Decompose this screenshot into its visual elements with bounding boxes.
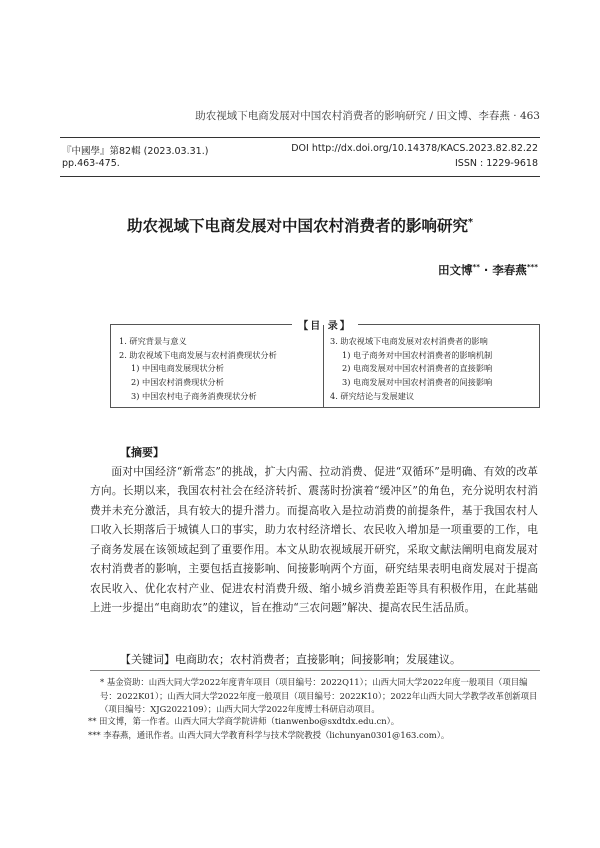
footnote-mark: * [100,677,105,687]
journal-citation: 『中國學』第82輯 (2023.03.31.) [62,146,209,157]
toc-item: 1) 中国电商发展现状分析 [131,363,224,374]
author-line [438,262,538,278]
title-footnote-mark: * [467,216,474,228]
toc-item: 3. 助农视域下电商发展对农村消费者的影响 [330,336,488,346]
issn: ISSN : 1229-9618 [455,158,538,169]
toc-item: 2. 助农视域下电商发展与农村消费现状分析 [119,349,277,360]
keywords-label: 【关键词】 [120,653,175,666]
keywords [120,651,540,667]
footnote-mark: ** [88,716,97,726]
article-title-text: 助农视域下电商发展对中国农村消费者的影响研究 [126,217,468,235]
author-1-mark: ** [472,262,480,272]
footnote-text: 李春燕，通讯作者。山西大同大学教育科学与技术学院教授（lichunyan0301@163.com）。 [103,730,450,740]
author-2-mark: *** [526,262,538,272]
toc-item: 4. 研究结论与发展建议 [330,390,415,401]
toc-item: 3) 电商发展对中国农村消费者的间接影响 [342,377,493,388]
toc-left-column [119,335,309,403]
abstract-body: 面对中国经济“新常态”的挑战，扩大内需、拉动消费、促进“双循环”是明确、有效的改革方向。长期以来，我国农村社会在经济转折、震荡时扮演着“缓冲区”的角色，充分说明农村消费并未充分激活，具有较大的提升潜力。而提高收入是拉动消费的前提条件，基于我国农村人口收入长期落后于城镇人口的事实，助力农村经济增长、农民收入增加是一项重要的工作，电子商务发展在该领域起到了重要作用。本文从助农视域展开研究，采取文献法阐明电商发展对农村消费者的影响，主要包括直接影响、间接影响两个方面，研究结果表明电商发展对于提高农民收入、优化农村产业、促进农村消费升级、缩小城乡消费差距等具有积极作用，在此基础上进一步提出“电商助农”的建议，旨在推动“三农问题”解决、提高农民生活品质。 [90,465,538,615]
table-of-contents [110,321,540,408]
footnote-text: 田文博，第一作者。山西大同大学商学院讲师（tianwenbo@sxdtdx.edu.cn）。 [99,716,400,726]
footnote-text: 基金资助：山西大同大学2022年度青年项目（项目编号：2022Q11）；山西大同大学2022年度一般项目（项目编号：2022K01）；山西大同大学2022年度一般项目（项目编号：2022K10）；2022年山西大同大学教学改革创新项目（项目编号：XJG2022109）；山西大同大学2022年度博士科研启动项目。 [100,677,538,714]
keywords-text: 电商助农；农村消费者；直接影响；间接影响；发展建议。 [175,653,461,666]
author-1: 田文博 [437,263,473,277]
doi-link[interactable]: DOI http://dx.doi.org/10.14378/KACS.2023.82.82.22 [291,143,538,154]
footnote-funding [100,676,540,717]
toc-heading: 【目 录】 [111,317,539,332]
author-separator: · [479,263,493,277]
toc-item: 2) 电商发展对中国农村消费者的直接影响 [342,363,493,374]
toc-item: 2) 中国农村消费现状分析 [131,377,224,388]
toc-right-column [323,325,536,407]
author-2: 李春燕 [492,263,527,277]
toc-item: 1) 电子商务对中国农村消费者的影响机制 [342,349,493,360]
article-title [60,214,540,236]
toc-item: 3) 中国农村电子商务消费现状分析 [131,390,257,401]
footnote-divider [90,670,540,671]
toc-item: 1. 研究背景与意义 [119,336,187,346]
footnote-mark: *** [88,730,101,740]
footnote-author-2 [88,729,540,743]
abstract-label: 【摘要】 [120,446,164,459]
page-range: pp.463-475. [62,158,120,169]
citation-box [60,137,540,177]
running-header: 助农视域下电商发展对中国农村消费者的影响研究 / 田文博、李春燕 · 463 [195,110,540,122]
footnote-author-1 [88,715,540,729]
